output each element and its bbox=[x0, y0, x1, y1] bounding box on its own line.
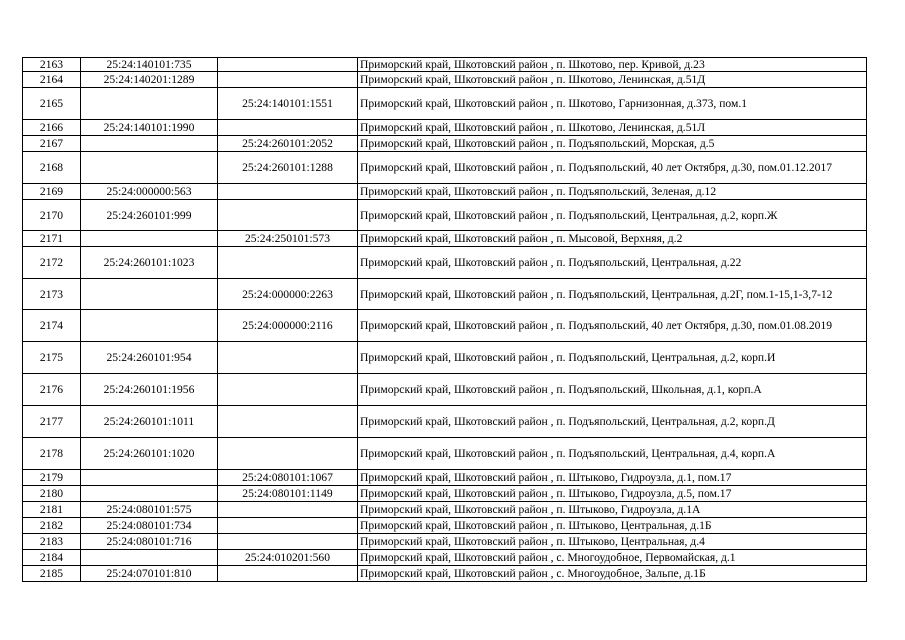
cadastral-number-alt-cell bbox=[218, 72, 358, 88]
address-cell: Приморский край, Шкотовский район , п. Подъяпольский, Центральная, д.2Г, пом.1-15,1-3,7-12 bbox=[358, 279, 867, 310]
row-number-cell: 2167 bbox=[23, 136, 81, 152]
address-cell: Приморский край, Шкотовский район , п. Шкотово, Ленинская, д.51Д bbox=[358, 72, 867, 88]
cadastral-number-alt-cell bbox=[218, 120, 358, 136]
table-row bbox=[23, 184, 867, 200]
address-cell: Приморский край, Шкотовский район , п. Подъяпольский, 40 лет Октября, д.30, пом.01.12.2017 bbox=[358, 152, 867, 184]
table-row bbox=[23, 72, 867, 88]
cadastral-number-alt-cell bbox=[218, 200, 358, 231]
cadastral-number-cell bbox=[81, 152, 218, 184]
row-number-cell: 2166 bbox=[23, 120, 81, 136]
table-row bbox=[23, 152, 867, 184]
address-cell: Приморский край, Шкотовский район , п. Шкотово, Гарнизонная, д.373, пом.1 bbox=[358, 88, 867, 120]
row-number-cell: 2169 bbox=[23, 184, 81, 200]
row-number-cell: 2175 bbox=[23, 342, 81, 374]
cadastral-number-cell: 25:24:000000:563 bbox=[81, 184, 218, 200]
cadastral-number-cell bbox=[81, 279, 218, 310]
address-cell: Приморский край, Шкотовский район , п. Подъяпольский, Центральная, д.22 bbox=[358, 247, 867, 279]
row-number-cell: 2170 bbox=[23, 200, 81, 231]
row-number-cell: 2181 bbox=[23, 502, 81, 518]
cadastral-number-alt-cell: 25:24:140101:1551 bbox=[218, 88, 358, 120]
table-row bbox=[23, 58, 867, 72]
table-row bbox=[23, 310, 867, 342]
row-number-cell: 2185 bbox=[23, 566, 81, 582]
table-row bbox=[23, 518, 867, 534]
table-row bbox=[23, 247, 867, 279]
table-row bbox=[23, 88, 867, 120]
row-number-cell: 2174 bbox=[23, 310, 81, 342]
cadastral-number-alt-cell bbox=[218, 406, 358, 438]
cadastral-number-cell: 25:24:260101:1020 bbox=[81, 438, 218, 470]
address-cell: Приморский край, Шкотовский район , п. Подъяпольский, Центральная, д.2, корп.Ж bbox=[358, 200, 867, 231]
cadastral-number-alt-cell bbox=[218, 184, 358, 200]
row-number-cell: 2171 bbox=[23, 231, 81, 247]
address-cell: Приморский край, Шкотовский район , п. Штыково, Гидроузла, д.5, пом.17 bbox=[358, 486, 867, 502]
cadastral-number-cell bbox=[81, 231, 218, 247]
cadastral-number-alt-cell bbox=[218, 374, 358, 406]
address-cell: Приморский край, Шкотовский район , п. Мысовой, Верхняя, д.2 bbox=[358, 231, 867, 247]
table-row bbox=[23, 486, 867, 502]
cadastral-number-cell bbox=[81, 88, 218, 120]
table-row bbox=[23, 550, 867, 566]
table-row bbox=[23, 534, 867, 550]
address-cell: Приморский край, Шкотовский район , п. Шкотово, Ленинская, д.51Л bbox=[358, 120, 867, 136]
cadastral-number-cell bbox=[81, 136, 218, 152]
row-number-cell: 2173 bbox=[23, 279, 81, 310]
cadastral-number-alt-cell: 25:24:080101:1067 bbox=[218, 470, 358, 486]
cadastral-number-alt-cell bbox=[218, 534, 358, 550]
cadastral-number-cell bbox=[81, 470, 218, 486]
row-number-cell: 2179 bbox=[23, 470, 81, 486]
cadastral-number-alt-cell: 25:24:080101:1149 bbox=[218, 486, 358, 502]
row-number-cell: 2172 bbox=[23, 247, 81, 279]
cadastral-number-alt-cell: 25:24:000000:2263 bbox=[218, 279, 358, 310]
cadastral-number-cell: 25:24:260101:1023 bbox=[81, 247, 218, 279]
cadastral-number-alt-cell bbox=[218, 566, 358, 582]
table-row bbox=[23, 406, 867, 438]
cadastral-number-cell: 25:24:260101:1956 bbox=[81, 374, 218, 406]
cadastral-number-alt-cell: 25:24:260101:1288 bbox=[218, 152, 358, 184]
row-number-cell: 2177 bbox=[23, 406, 81, 438]
cadastral-number-alt-cell bbox=[218, 518, 358, 534]
cadastral-number-cell: 25:24:140101:735 bbox=[81, 58, 218, 72]
table-row bbox=[23, 374, 867, 406]
cadastral-number-alt-cell: 25:24:250101:573 bbox=[218, 231, 358, 247]
address-cell: Приморский край, Шкотовский район , п. Штыково, Гидроузла, д.1А bbox=[358, 502, 867, 518]
row-number-cell: 2180 bbox=[23, 486, 81, 502]
cadastral-number-cell: 25:24:260101:999 bbox=[81, 200, 218, 231]
registry-table-body bbox=[23, 58, 867, 582]
table-row bbox=[23, 279, 867, 310]
cadastral-number-cell: 25:24:080101:716 bbox=[81, 534, 218, 550]
address-cell: Приморский край, Шкотовский район , п. Подъяпольский, Морская, д.5 bbox=[358, 136, 867, 152]
cadastral-number-cell: 25:24:080101:575 bbox=[81, 502, 218, 518]
address-cell: Приморский край, Шкотовский район , п. Штыково, Гидроузла, д.1, пом.17 bbox=[358, 470, 867, 486]
cadastral-number-alt-cell bbox=[218, 247, 358, 279]
table-row bbox=[23, 231, 867, 247]
table-row bbox=[23, 136, 867, 152]
cadastral-number-cell bbox=[81, 550, 218, 566]
table-row bbox=[23, 566, 867, 582]
cadastral-number-cell: 25:24:140201:1289 bbox=[81, 72, 218, 88]
address-cell: Приморский край, Шкотовский район , с. Многоудобное, Зальпе, д.1Б bbox=[358, 566, 867, 582]
row-number-cell: 2182 bbox=[23, 518, 81, 534]
table-row bbox=[23, 200, 867, 231]
cadastral-number-cell: 25:24:260101:1011 bbox=[81, 406, 218, 438]
row-number-cell: 2178 bbox=[23, 438, 81, 470]
address-cell: Приморский край, Шкотовский район , п. Подъяпольский, Школьная, д.1, корп.А bbox=[358, 374, 867, 406]
row-number-cell: 2184 bbox=[23, 550, 81, 566]
row-number-cell: 2176 bbox=[23, 374, 81, 406]
row-number-cell: 2164 bbox=[23, 72, 81, 88]
cadastral-number-alt-cell bbox=[218, 342, 358, 374]
table-row bbox=[23, 470, 867, 486]
address-cell: Приморский край, Шкотовский район , п. Подъяпольский, Центральная, д.2, корп.Д bbox=[358, 406, 867, 438]
cadastral-number-alt-cell bbox=[218, 502, 358, 518]
address-cell: Приморский край, Шкотовский район , п. Подъяпольский, 40 лет Октября, д.30, пом.01.08.2019 bbox=[358, 310, 867, 342]
cadastral-number-alt-cell: 25:24:010201:560 bbox=[218, 550, 358, 566]
address-cell: Приморский край, Шкотовский район , п. Штыково, Центральная, д.4 bbox=[358, 534, 867, 550]
address-cell: Приморский край, Шкотовский район , с. Многоудобное, Первомайская, д.1 bbox=[358, 550, 867, 566]
table-row bbox=[23, 120, 867, 136]
cadastral-number-alt-cell: 25:24:260101:2052 bbox=[218, 136, 358, 152]
row-number-cell: 2163 bbox=[23, 58, 81, 72]
address-cell: Приморский край, Шкотовский район , п. Шкотово, пер. Кривой, д.23 bbox=[358, 58, 867, 72]
cadastral-number-alt-cell: 25:24:000000:2116 bbox=[218, 310, 358, 342]
cadastral-number-cell: 25:24:140101:1990 bbox=[81, 120, 218, 136]
cadastral-number-cell: 25:24:070101:810 bbox=[81, 566, 218, 582]
cadastral-number-cell: 25:24:080101:734 bbox=[81, 518, 218, 534]
row-number-cell: 2168 bbox=[23, 152, 81, 184]
cadastral-number-cell bbox=[81, 310, 218, 342]
address-cell: Приморский край, Шкотовский район , п. Подъяпольский, Центральная, д.4, корп.А bbox=[358, 438, 867, 470]
property-registry-table bbox=[22, 57, 867, 582]
cadastral-number-alt-cell bbox=[218, 58, 358, 72]
table-row bbox=[23, 438, 867, 470]
cadastral-number-cell bbox=[81, 486, 218, 502]
cadastral-number-cell: 25:24:260101:954 bbox=[81, 342, 218, 374]
address-cell: Приморский край, Шкотовский район , п. Штыково, Центральная, д.1Б bbox=[358, 518, 867, 534]
address-cell: Приморский край, Шкотовский район , п. Подъяпольский, Центральная, д.2, корп.И bbox=[358, 342, 867, 374]
row-number-cell: 2165 bbox=[23, 88, 81, 120]
address-cell: Приморский край, Шкотовский район , п. Подъяпольский, Зеленая, д.12 bbox=[358, 184, 867, 200]
table-row bbox=[23, 502, 867, 518]
table-row bbox=[23, 342, 867, 374]
row-number-cell: 2183 bbox=[23, 534, 81, 550]
cadastral-number-alt-cell bbox=[218, 438, 358, 470]
